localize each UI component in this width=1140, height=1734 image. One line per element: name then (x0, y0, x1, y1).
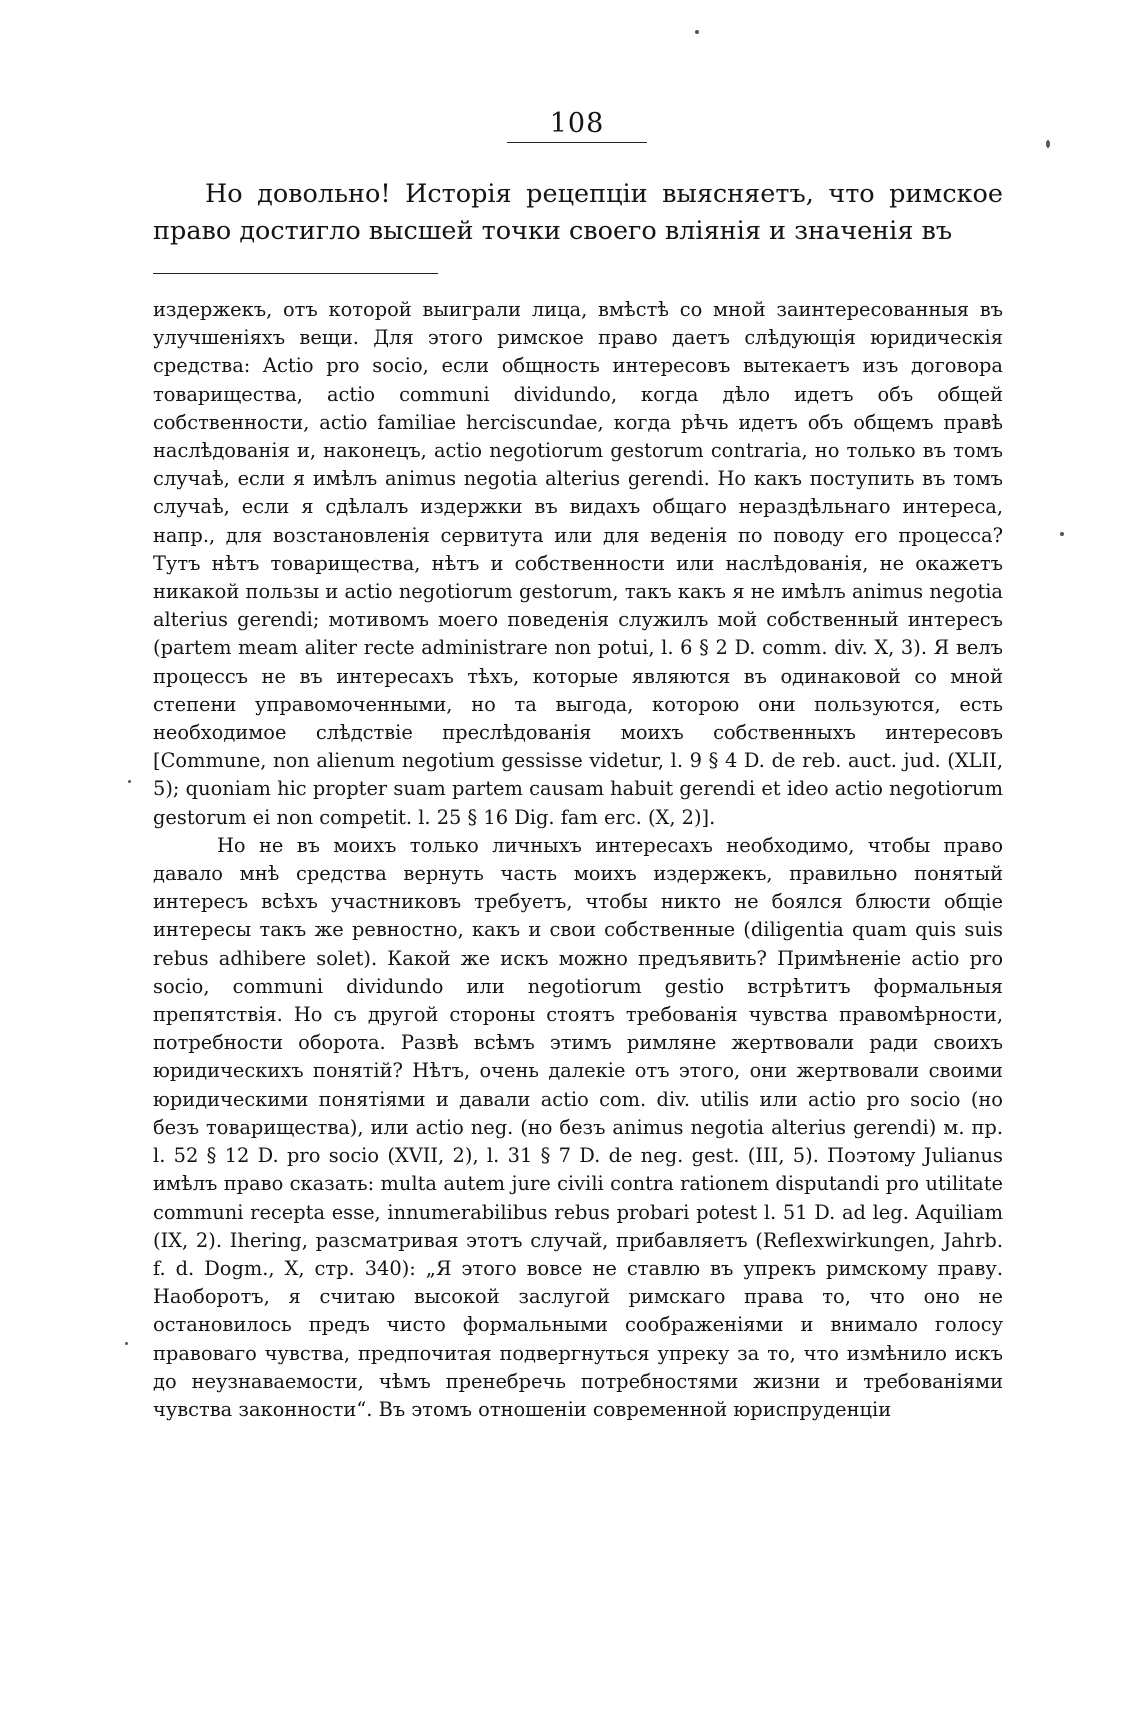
scan-speck (1046, 140, 1050, 148)
scan-speck (128, 780, 131, 783)
footnote (153, 296, 1003, 1424)
page-number: 108 (507, 108, 647, 143)
footnote-paragraph-1: издержекъ, отъ которой выиграли лица, вмѣстѣ со мной заинтересованныя въ улучшеніяхъ вещи. Для этого римское право даетъ слѣдующія юридическія средства: Actio pro socio, если общность интересовъ вытекаетъ изъ договора товарищества, actio communi dividundo, когда дѣло идетъ объ общей собственности, actio familiae herciscundae, когда рѣчь идетъ объ общемъ правѣ наслѣдованія и, наконецъ, actio negotiorum gestorum contraria, но только въ томъ случаѣ, если я имѣлъ animus negotia alterius gerendi. Но какъ поступить въ томъ случаѣ, если я сдѣлалъ издержки въ видахъ общаго нераздѣльнаго интереса, напр., для возстановленія сервитута или для веденія по поводу его процесса? Тутъ нѣтъ товарищества, нѣтъ и собственности или наслѣдованія, не окажетъ никакой пользы и actio negotiorum gestorum, такъ какъ я не имѣлъ animus negotia alterius gerendi; мотивомъ моего поведенія служилъ мой собственный интересъ (partem meam aliter recte administrare non potui, l. 6 § 2 D. comm. div. X, 3). Я велъ процессъ не въ интересахъ тѣхъ, которые являются въ одинаковой со мной степени управомоченными, но та выгода, которою они пользуются, есть необходимое слѣдствіе преслѣдованія моихъ собственныхъ интересовъ [Commune, non alienum negotium gessisse videtur, l. 9 § 4 D. de reb. auct. jud. (XLII, 5); quoniam hic propter suam partem causam habuit gerendi et ideo actio negotiorum gestorum ei non competit. l. 25 § 16 Dig. fam erc. (X, 2)]. (153, 298, 1003, 829)
footnote-paragraph-2: Но не въ моихъ только личныхъ интересахъ необходимо, чтобы право давало мнѣ средства вернуть часть моихъ издержекъ, правильно понятый интересъ всѣхъ участниковъ требуетъ, чтобы никто не боялся блюсти общіе интересы такъ же ревностно, какъ и свои собственные (diligentia quam quis suis rebus adhibere solet). Какой же искъ можно предъявить? Примѣненіе actio pro socio, communi dividundo или negotiorum gestio встрѣтитъ формальныя препятствія. Но съ другой стороны стоятъ требованія чувства правомѣрности, потребности оборота. Развѣ всѣмъ этимъ римляне жертвовали ради своихъ юридическихъ понятій? Нѣтъ, очень далекіе отъ этого, они жертвовали своими юридическими понятіями и давали actio com. div. utilis или actio pro socio (но безъ товарищества), или actio neg. (но безъ animus negotia alterius gerendi) м. пр. l. 52 § 12 D. pro socio (XVII, 2), l. 31 § 7 D. de neg. gest. (III, 5). Поэтому Julianus имѣлъ право сказать: multa autem jure civili contra rationem disputandi pro utilitate communi recepta esse, innumerabilibus rebus probari potest l. 51 D. ad leg. Aquiliam (IX, 2). Ihering, разсматривая этотъ случай, прибавляетъ (Reflexwirkungen, Jahrb. f. d. Dogm., X, стр. 340): „Я этого вовсе не ставлю въ упрекъ римскому праву. Наоборотъ, я считаю высокой заслугой римскаго права то, что оно не остановилось предъ чисто формальными соображеніями и внимало голосу правоваго чувства, предпочитая подвергнуться упреку за то, что измѣнило искъ до неузнаваемости, чѣмъ пренебречь потребностями жизни и требованіями чувства законности“. Въ этомъ отношеніи современной юриспруденціи (153, 833, 1003, 1421)
footnote-divider (153, 273, 438, 274)
scan-speck (1060, 532, 1064, 536)
main-paragraph: Но довольно! Исторія рецепціи выясняетъ, что римское право достигло высшей точки своего вліянія и значенія въ (153, 179, 1003, 246)
scan-speck (695, 30, 699, 34)
scan-speck (125, 1342, 128, 1345)
